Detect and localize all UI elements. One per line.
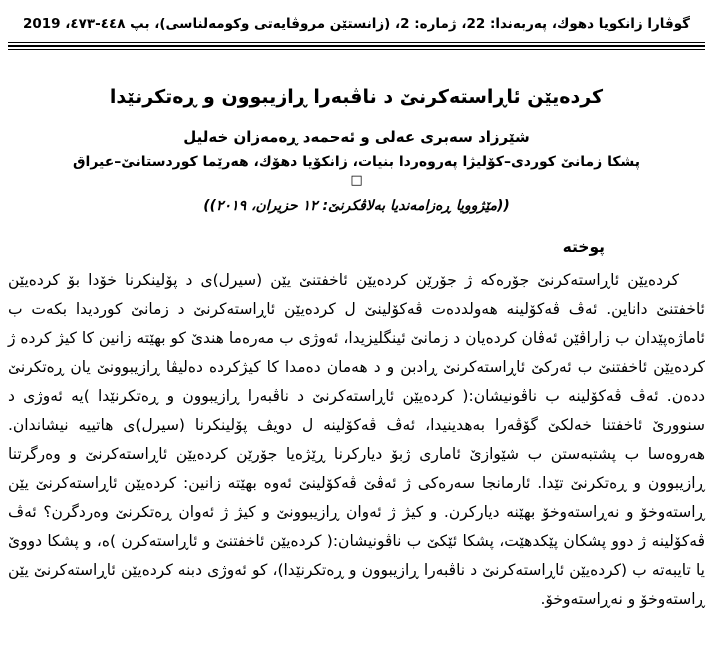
article-title: كردەيێن ئاڕاستەكرنێ د ناڤبەرا ڕازيبوون و ڕەتكرنێدا — [109, 86, 604, 108]
journal-header-line: گوڤارا زانكويا دهوك، پەربەندا: 22، ژمارە: 2، (زانستێن مروڤايەتى وكومەلناسى)، بپ ٤٤٨-٤٧٣، 2019 — [22, 16, 691, 32]
abstract-paragraph: كردەيێن ئاڕاستەكرنێ جۆرەكە ژ جۆرێن كردەيێن ئاخفتنێ يێن (سيرل)ى د پۆلينكرنا خۆدا بۆ كردەيێن ئاخفتنێ داناين. ئەڤ ڤەكۆلينە هەولددەت ڤەكۆلينێ ل كردەيێن ئاڕاستەكرنێ د زمانێ كورديدا بكەت ب ئاماژەپێدان ب زاراڤێن ئەڤان كردەيان د زمانێ ئينگليزيدا، ئەوژى ب مەرەما هندێ كو بهێتە زانين كا كيژ كردە ژ كردەيێن ئاخفتنێ ب ئەركێ ئاڕاستەكرنێ ڕادبن و د هەمان دەمدا كا كيژكردە دەليڤا ڕازيبوونێ يان ڕەتكرنێ ددەن. ئەڤ ڤەكۆلينە ب ناڤونيشان:( كردەيێن ئاڕاستەكرنێ د ناڤبەرا ڕازيبوون و ڕەتكرنێدا )يە ئەوژى د سنوورێ ئاخفتنا خەلكێ گۆڤەرا بەهدينيدا، ئەڤ ڤەكۆلينە ل دويڤ پۆلينكرنا (سيرل)ى هاتييە نيشاندان. هەروەسا ب پشتبەستن ب شێوازێ ئامارى ژبۆ دياركرنا ڕێژەيا جۆرێن كردەيێن ئاڕاستەكرنێ و وەرگرتنا ڕازيبوون و ڕەتكرنێ تێدا. ئارمانجا سەرەكى ژ ئەڤێ ڤەكۆلينێ ئەوە بهێتە زانين: كردەيێن ئاڕاستەكرنێ يێن ڕاستەوخۆ و نەڕاستەوخۆ بهێنە دياركرن. و كيژ ژ ئەوان ڕازيبوونێ و كيژ ژ ئەوان ڕەتكرنێ وەردگرن؟ ئەڤ ڤەكۆلينە ژ دوو پشكان پێكدهێت، پشكا ئێكێ ب ناڤونيشان:( كردەيێن ئاخفتنێ و ئاڕاستەكرن )ە، و پشكا دووێ يا تايبەتە ب (كردەيێن ئاڕاستەكرنێ د ناڤبەرا ڕازيبوون و ڕەتكرنێدا)، كو ئەوژى دبنە كردەيێن ئاڕاستەكرنێ يێن ڕاستەوخۆ و نەڕاستەوخۆ. — [8, 271, 705, 608]
missing-glyph-box: □ — [350, 173, 363, 188]
authors-line: شێرزاد سەبرى عەلى و ئەحمەد ڕەمەزان خەليل — [183, 128, 530, 146]
divider-line-thick — [8, 45, 705, 47]
header-divider-rule — [8, 42, 705, 50]
abstract-heading: پوخته — [562, 238, 605, 256]
acceptance-date-line: ((مێژوويا ڕەزامەنديا بەلاڤكرنێ: ١٢ حزيران، ٢٠١٩)) — [203, 198, 510, 214]
divider-line-thin-bottom — [8, 49, 705, 50]
affiliation-line: پشكا زمانێ كوردى–كۆليژا پەروەردا بنيات، زانكۆيا دهۆك، هەرێما كوردستانێ–عيراق — [73, 154, 640, 170]
divider-line-thin-top — [8, 42, 705, 43]
